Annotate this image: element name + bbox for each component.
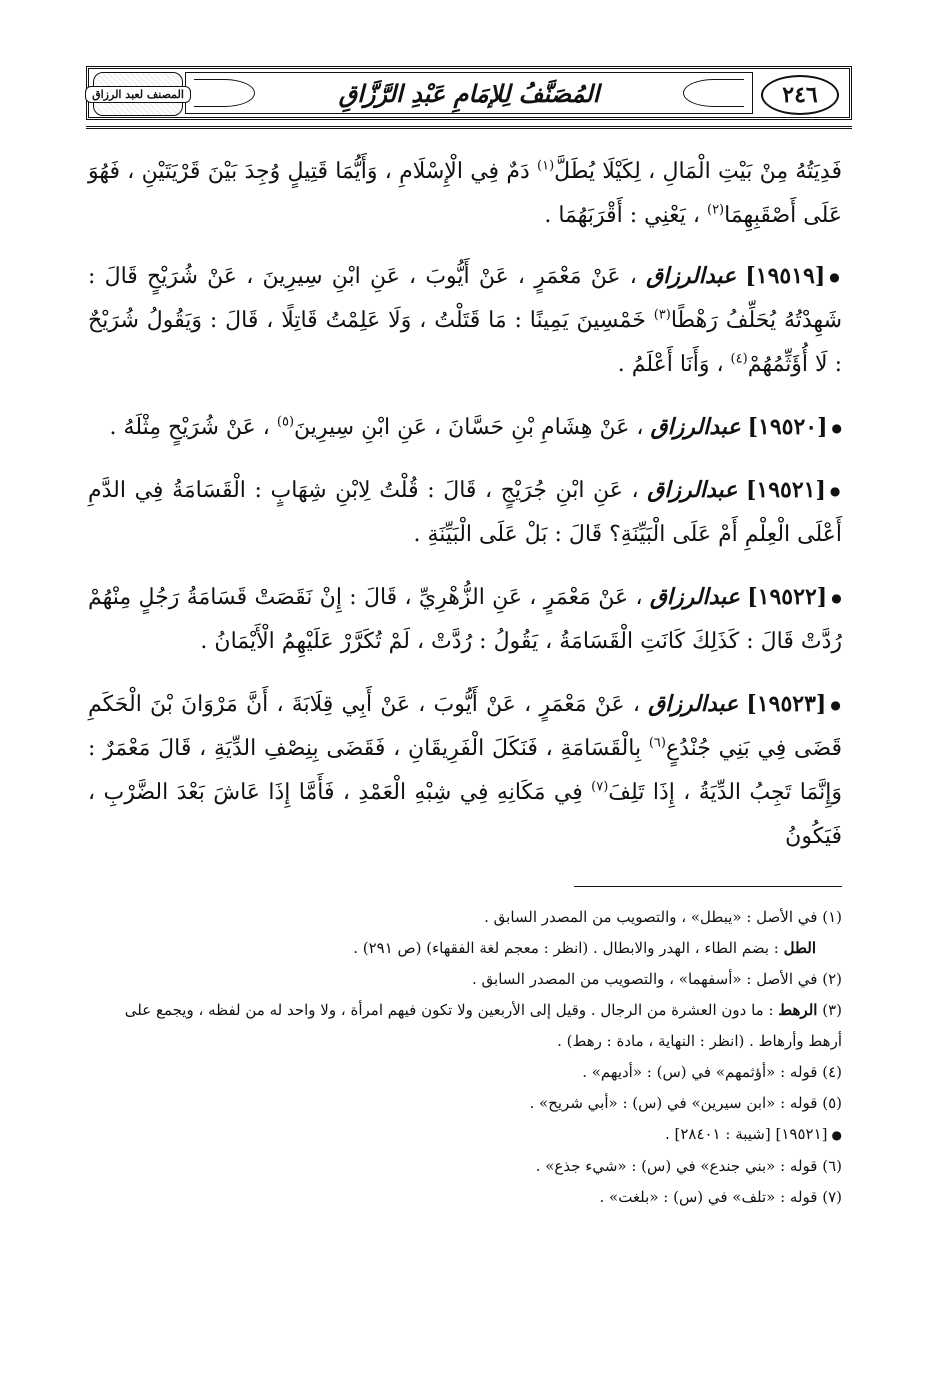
note-text: [١٩٥٢١] [شيبة : ٢٨٤٠١] . xyxy=(664,1125,828,1143)
footnote-4: (٤) قوله : «أؤثمهم» في (س) : «أديهم» . xyxy=(582,1063,842,1081)
footnote-ref-5[interactable]: (٥) xyxy=(276,414,295,430)
hadith-number: [١٩٥٢١] xyxy=(745,477,826,503)
page-number: ٢٤٦ xyxy=(761,75,839,115)
source-name: عبدالرزاق xyxy=(649,584,740,610)
text-segment: ، عَنِ ابْنِ جُرَيْجٍ ، قَالَ : قُلْتُ لِابْنِ شِهَابٍ : الْقَسَامَةُ فِي الدَّمِ أَعْلَى الْعِلْمِ أَمْ عَلَى الْبَيِّنَةِ؟ قَالَ : بَلْ عَلَى الْبَيِّنَةِ . xyxy=(88,478,842,547)
bullet-icon: ● xyxy=(831,421,842,435)
text-segment: دَمٌ فِي الْإِسْلَامِ ، وَأَيُّمَا قَتِيلٍ وُجِدَ بَيْنَ قَرْيَتَيْنِ ، فَهُوَ عَلَى أَصْقَبِهِمَا xyxy=(88,159,842,228)
footnote-6: (٦) قوله : «بني جندع» في (س) : «شيء جذع» . xyxy=(535,1156,842,1175)
text-segment: ، عَنْ مَعْمَرٍ ، عَنْ أَيُّوبَ ، عَنْ أَبِي قِلَابَةَ ، أَنَّ مَرْوَانَ بْنَ الْحَكَمِ قَضَى فِي بَنِي جُنْدُعٍ xyxy=(88,692,842,761)
footnote-ref-6[interactable]: (٦) xyxy=(648,735,666,751)
text-segment: ، عَنْ مَعْمَرٍ ، عَنْ أَيُّوبَ ، عَنِ ابْنِ سِيرِينَ ، عَنْ شُرَيْحٍ قَالَ : شَهِدْتُهُ يُحَلِّفُ رَهْطًا xyxy=(88,264,842,333)
footnote-cross-reference xyxy=(88,1119,842,1151)
text-segment: ، وَأَنَا أَعْلَمُ . xyxy=(617,352,731,377)
footnote-2: (٢) في الأصل : «أسفهما» ، والتصويب من المصدر السابق . xyxy=(472,970,842,988)
hadith-19520 xyxy=(88,405,842,450)
note-number: (٣) xyxy=(817,1001,842,1019)
footnote-1: (١) في الأصل : «يبطل» ، والتصويب من المصدر السابق . xyxy=(484,908,842,926)
text-segment: فِي مَكَانِهِ فِي شِبْهِ الْعَمْدِ ، فَأَمَّا إِذَا عَاشَ بَعْدَ الضَّرْبِ ، فَيَكُونُ xyxy=(88,780,842,849)
book-emblem xyxy=(93,72,183,116)
page-header xyxy=(86,66,852,120)
source-name: عبدالرزاق xyxy=(648,691,739,717)
footnote-ref-4[interactable]: (٤) xyxy=(730,351,748,367)
bullet-icon: ● xyxy=(831,591,842,605)
bullet-icon: ● xyxy=(831,1127,842,1142)
term: الرهط xyxy=(778,1001,818,1019)
footnote-7: (٧) قوله : «تلف» في (س) : «بلغت» . xyxy=(599,1187,842,1206)
note-text: : ما دون العشرة من الرجال . وقيل إلى الأربعين ولا تكون فيهم امرأة ، ولا واحد له من لفظه ، ويجمع على أرهط وأرهاط . (انظر : النهاية ، مادة : رهط) . xyxy=(124,1001,842,1050)
text-segment: ، يَعْنِي : أَقْرَبَهُمَا . xyxy=(544,203,707,228)
emblem-label: المصنف لعبد الرزاق xyxy=(85,86,191,103)
footnote-ref-3[interactable]: (٣) xyxy=(653,307,671,323)
footnote-5: (٥) قوله : «ابن سيرين» في (س) : «أبي شريح» . xyxy=(529,1094,842,1112)
footnote-ref-2[interactable]: (٢) xyxy=(706,202,725,218)
header-title-band xyxy=(185,72,753,114)
hadith-19521 xyxy=(88,468,842,557)
book-title: المُصَنَّفُ لِلإمَامِ عَبْدِ الرَّزَّاقِ xyxy=(338,78,600,108)
hadith-number: [١٩٥٢٣] xyxy=(746,691,827,717)
note-text: : بضم الطاء ، الهدر والابطال . (انظر : معجم لغة الفقهاء) (ص ٢٩١) . xyxy=(353,939,784,957)
text-segment: خَمْسِينَ يَمِينًا : مَا قَتَلْتُ ، وَلَا عَلِمْتُ قَاتِلًا ، قَالَ : وَيَقُولُ شُرَيْحٌ : لَا أُؤَثِّمُهُمْ xyxy=(88,308,842,377)
hadith-19519 xyxy=(88,254,842,387)
main-text xyxy=(88,150,842,877)
source-name: عبدالرزاق xyxy=(646,263,737,289)
footnote-ref-7[interactable]: (٧) xyxy=(591,779,609,795)
hadith-number: [١٩٥٢٢] xyxy=(747,584,828,610)
hadith-number: [١٩٥٢٠] xyxy=(747,414,828,440)
header-rule xyxy=(86,126,852,129)
text-segment: بِالْقَسَامَةِ ، فَنَكَلَ الْفَرِيقَانِ ، فَقَضَى بِنِصْفِ الدِّيَةِ ، قَالَ مَعْمَرٌ : وَإِنَّمَا تَجِبُ الدِّيَةُ ، إِذَا تَلِفَ xyxy=(88,736,842,805)
footnote-1-note xyxy=(88,933,842,964)
source-name: عبدالرزاق xyxy=(650,414,741,440)
footnotes xyxy=(88,902,842,1213)
text-segment: ، عَنْ هِشَامِ بْنِ حَسَّانَ ، عَنِ ابْنِ سِيرِينَ xyxy=(294,415,651,440)
footnote-3 xyxy=(88,995,842,1057)
hadith-19523 xyxy=(88,682,842,859)
source-name: عبدالرزاق xyxy=(647,477,738,503)
text-segment: فَدِيَتُهُ مِنْ بَيْتِ الْمَالِ ، لِكَيْلَا يُطَلَّ xyxy=(554,159,842,184)
bullet-icon: ● xyxy=(830,698,842,712)
text-segment: ، عَنْ مَعْمَرٍ ، عَنِ الزُّهْرِيِّ ، قَالَ : إِنْ نَقَصَتْ قَسَامَةُ رَجُلٍ مِنْهُمْ رُدَّتْ قَالَ : كَذَلِكَ كَانَتِ الْقَسَامَةُ ، يَقُولُ : رُدَّتْ ، لَمْ تُكَرَّرْ عَلَيْهِمُ الْأَيْمَانُ . xyxy=(88,585,842,654)
paragraph-continuation xyxy=(88,150,842,238)
footnote-ref-1[interactable]: (١) xyxy=(537,158,555,174)
hadith-19522 xyxy=(88,575,842,664)
footnote-separator xyxy=(574,886,842,887)
text-segment: ، عَنْ شُرَيْحٍ مِثْلَهُ . xyxy=(109,415,277,440)
bullet-icon: ● xyxy=(829,270,842,284)
term: الطل xyxy=(783,939,816,957)
hadith-number: [١٩٥١٩] xyxy=(745,263,826,289)
bullet-icon: ● xyxy=(829,484,842,498)
